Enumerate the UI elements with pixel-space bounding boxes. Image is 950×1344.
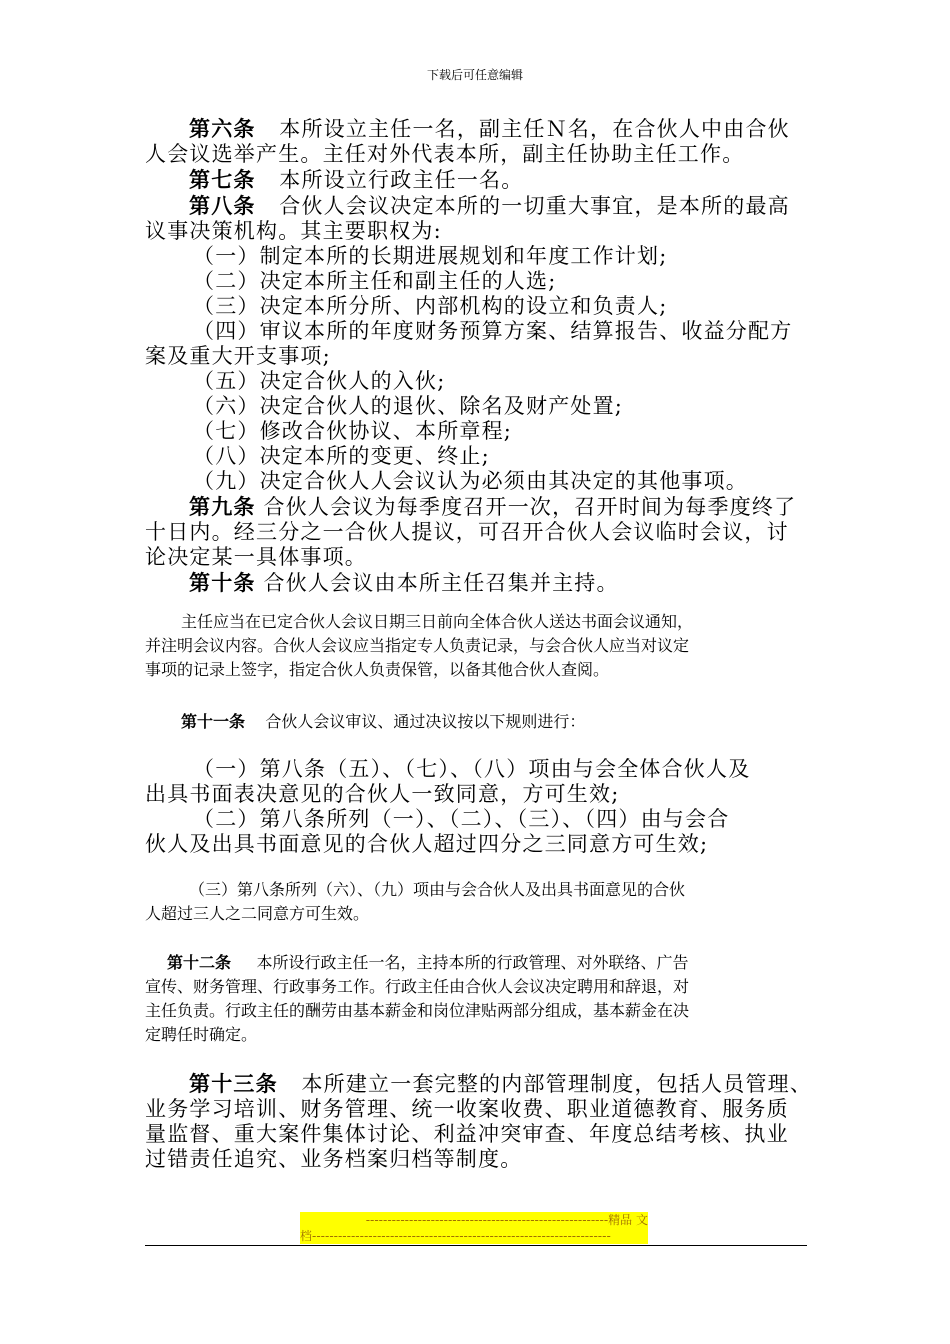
art9-line2: 十日内。经三分之一合伙人提议，可召开合伙人会议临时会议，讨: [145, 520, 789, 544]
page-header: 下载后可任意编辑: [426, 68, 523, 82]
art12-line4: 定聘任时确定。: [145, 1025, 258, 1044]
art6-line2: 人会议选举产生。主任对外代表本所，副主任协助主任工作。: [145, 142, 745, 166]
rule1-line1: （一）第八条（五）、（七）、（八）项由与会全体合伙人及: [193, 757, 751, 781]
art11-heading: [145, 710, 810, 734]
art13-line4: 过错责任追究、业务档案归档等制度。: [145, 1147, 523, 1171]
art13-title: 第十三条: [189, 1071, 278, 1096]
rule2-line1: （二）第八条所列（一）、（二）、（三）、（四）由与会合: [193, 807, 730, 831]
art11-rule-3: [145, 878, 810, 926]
art8-item: （四）审议本所的年度财务预算方案、结算报告、收益分配方: [193, 319, 793, 343]
art12-line1: 第十二条 本所设行政主任一名，主持本所的行政管理、对外联络、广告: [167, 953, 689, 972]
art13-line1: 第十三条 本所建立一套完整的内部管理制度，包括人员管理、: [189, 1071, 813, 1096]
art8-item: （一）制定本所的长期进展规划和年度工作计划;: [193, 244, 668, 268]
art6-title: 第六条: [189, 116, 256, 141]
art12-title: 第十二条: [167, 953, 232, 972]
art9-title: 第九条: [189, 494, 256, 519]
notice-line1: 主任应当在已定合伙人会议日期三日前向全体合伙人送达书面会议通知，: [181, 612, 694, 631]
footer-line1: --------------------------------------------------------精品 文: [365, 1213, 648, 1227]
art8-line2: 议事决策机构。其主要职权为:: [145, 219, 442, 243]
art13: [145, 1071, 813, 1172]
notice-line2: 并注明会议内容。合伙人会议应当指定专人负责记录，与会合伙人应当对议定: [145, 636, 690, 655]
notice-paragraph: [145, 610, 810, 682]
rule3-line1: （三）第八条所列（六）、（九）项由与会合伙人及出具书面意见的合伙: [189, 880, 686, 899]
art7-line: 第七条 本所设立行政主任一名。: [189, 167, 524, 192]
footer-divider: [145, 1245, 807, 1246]
rule2-line2: 伙人及出具书面意见的合伙人超过四分之三同意方可生效;: [145, 832, 709, 856]
art12-line2: 宣传、财务管理、行政事务工作。行政主任由合伙人会议决定聘用和辞退，对: [145, 977, 690, 996]
art8-item: （三）决定本所分所、内部机构的设立和负责人;: [193, 294, 668, 318]
art12-line3: 主任负责。行政主任的酬劳由基本薪金和岗位津贴两部分组成，基本薪金在决: [145, 1001, 690, 1020]
art8-item: （九）决定合伙人人会议认为必须由其决定的其他事项。: [193, 469, 748, 493]
art13-line3: 量监督、重大案件集体讨论、利益冲突审查、年度总结考核、执业: [145, 1122, 789, 1146]
art11-title: 第十一条: [181, 712, 246, 731]
footer-line2: 档---------------------------------------------------------------------: [300, 1229, 611, 1243]
art12: [145, 951, 810, 1047]
art10-line: 第十条 合伙人会议由本所主任召集并主持。: [189, 570, 619, 595]
footer-watermark: [300, 1212, 648, 1244]
rule3-line2: 人超过三人之二同意方可生效。: [145, 904, 370, 923]
art9-line3: 论决定某一具体事项。: [145, 545, 367, 569]
art8-item: （二）决定本所主任和副主任的人选;: [193, 269, 557, 293]
art8-item-cont: 案及重大开支事项;: [145, 344, 331, 368]
art13-line2: 业务学习培训、财务管理、统一收案收费、职业道德教育、服务质: [145, 1097, 789, 1121]
notice-line3: 事项的记录上签字，指定合伙人负责保管，以备其他合伙人查阅。: [145, 660, 610, 679]
art8-line1: 第八条 合伙人会议决定本所的一切重大事宜，是本所的最高: [189, 193, 790, 218]
articles-6-to-10: [145, 116, 810, 596]
art11-text: 合伙人会议审议、通过决议按以下规则进行：: [265, 712, 586, 731]
art8-item: （五）决定合伙人的入伙;: [193, 369, 446, 393]
art8-item: （七）修改合伙协议、本所章程;: [193, 419, 513, 443]
art11-rules-1-2: [145, 757, 810, 857]
rule1-line2: 出具书面表决意见的合伙人一致同意，方可生效;: [145, 782, 620, 806]
art10-title: 第十条: [189, 570, 256, 595]
art8-item: （八）决定本所的变更、终止;: [193, 444, 490, 468]
art8-title: 第八条: [189, 193, 256, 218]
art7-title: 第七条: [189, 167, 256, 192]
art9-line1: 第九条 合伙人会议为每季度召开一次，召开时间为每季度终了: [189, 494, 797, 519]
art6-line1: 第六条 本所设立主任一名，副主任Ｎ名，在合伙人中由合伙: [189, 116, 790, 141]
art8-item: （六）决定合伙人的退伙、除名及财产处置;: [193, 394, 624, 418]
